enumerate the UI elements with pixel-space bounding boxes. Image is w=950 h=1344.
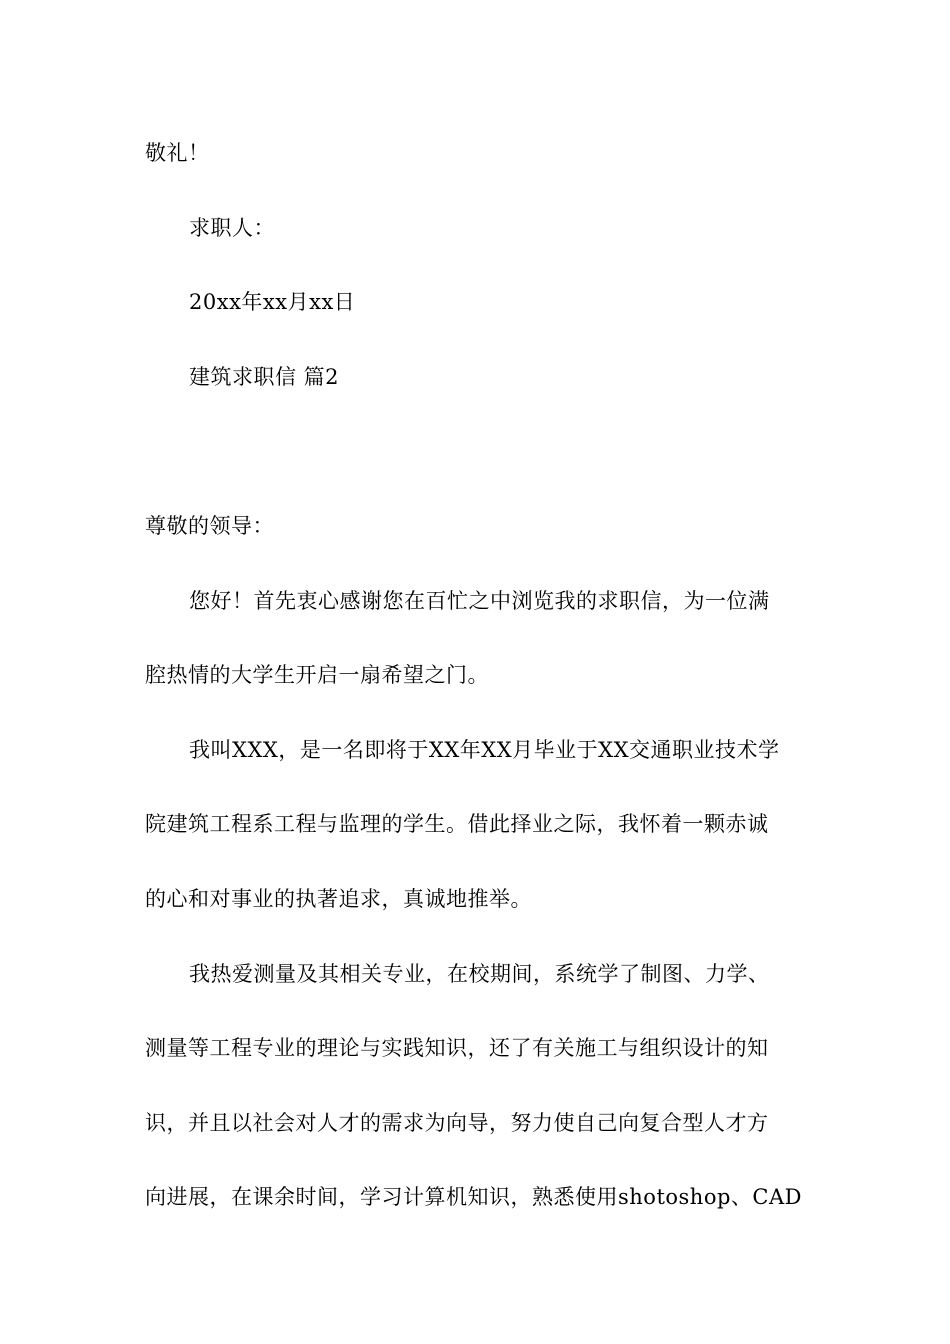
signature-label: 求职人： — [189, 216, 275, 240]
body-line: 向进展，在课余时间，学习计算机知识，熟悉使用shotoshop、CAD — [145, 1185, 802, 1209]
body-line: 我叫XXX，是一名即将于XX年XX月毕业于XX交通职业技术学 — [189, 738, 780, 762]
body-line: 测量等工程专业的理论与实践知识，还了有关施工与组织设计的知 — [145, 1036, 769, 1060]
closing-text: 敬礼！ — [145, 141, 210, 165]
section-title: 建筑求职信 篇2 — [189, 365, 340, 389]
date-text: 20xx年xx月xx日 — [189, 290, 356, 314]
body-line: 我热爱测量及其相关专业，在校期间，系统学了制图、力学、 — [189, 962, 770, 986]
body-line: 的心和对事业的执著追求，真诚地推举。 — [145, 887, 532, 911]
body-line: 识，并且以社会对人才的需求为向导，努力使自己向复合型人才方 — [145, 1111, 769, 1135]
body-line: 腔热情的大学生开启一扇希望之门。 — [145, 663, 489, 687]
body-line: 您好！首先衷心感谢您在百忙之中浏览我的求职信，为一位满 — [189, 589, 770, 613]
body-line: 院建筑工程系工程与监理的学生。借此择业之际，我怀着一颗赤诚 — [145, 812, 769, 836]
salutation-text: 尊敬的领导： — [145, 514, 274, 538]
